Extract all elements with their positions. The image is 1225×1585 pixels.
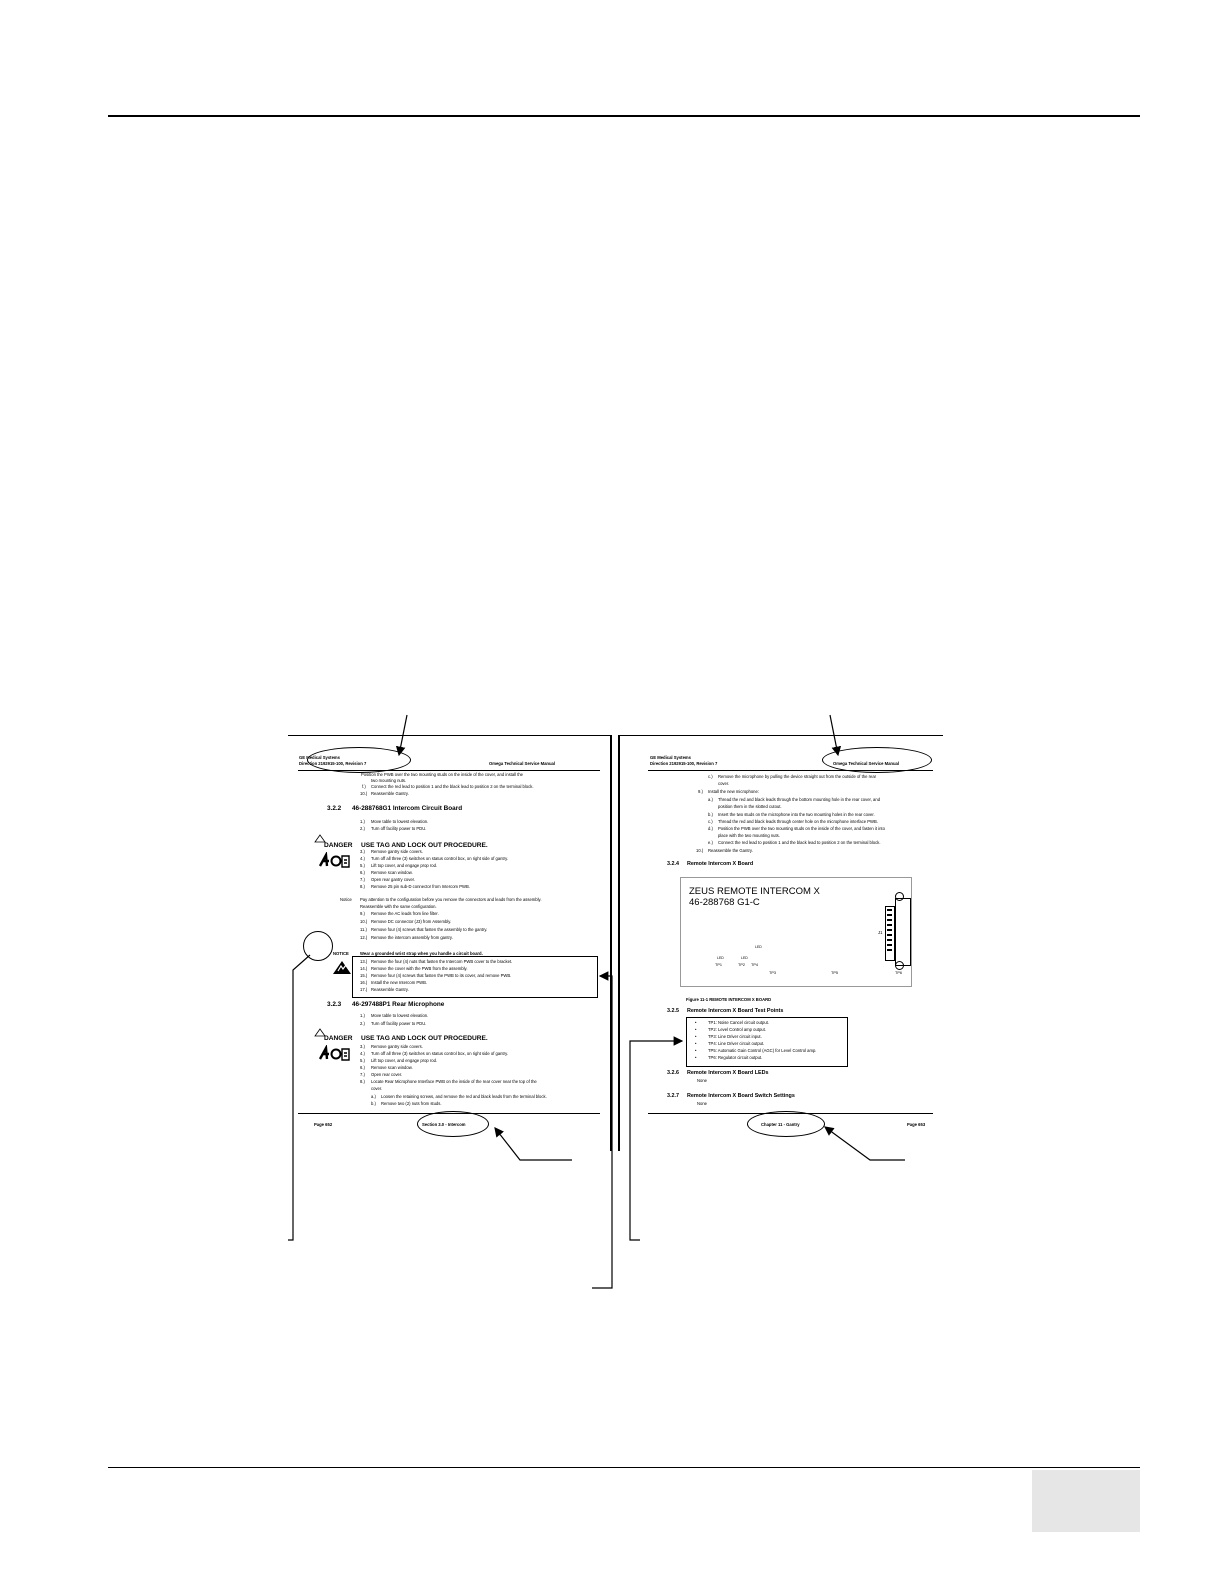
step-number: b.)	[371, 1101, 376, 1106]
test-point-item: TP4: Line Driver circuit output.	[708, 1041, 765, 1046]
test-point-label: TP5	[831, 971, 838, 975]
right-footer-chapter: Chapter 11 - Gantry	[761, 1122, 800, 1127]
step-number: 9.)	[698, 789, 703, 794]
page-number-box	[1032, 1470, 1140, 1532]
notice-label: Notice	[340, 897, 352, 902]
test-point-item: TP5: Automatic Gain Control (AGC) for Level Control amp.	[708, 1048, 817, 1053]
step-number: 2.)	[360, 1021, 365, 1026]
connector-label: J1	[878, 930, 883, 935]
step-text: Remove scan window.	[371, 1065, 413, 1070]
step-number: 1.)	[360, 1013, 365, 1018]
step-number: 3.)	[360, 849, 365, 854]
left-header-title: Omega Technical Service Manual	[489, 761, 556, 766]
danger-text: USE TAG AND LOCK OUT PROCEDURE.	[361, 842, 488, 849]
bullet: •	[695, 1055, 697, 1060]
step-text: Thread the red and black leads through center hole on the microphone interface PWB.	[718, 819, 878, 824]
section-number: 3.2.5	[667, 1008, 679, 1014]
step-text: Install the new microphone:	[708, 789, 759, 794]
step-text: Reassemble Gantry.	[371, 791, 409, 796]
step-number: 11.)	[360, 927, 367, 932]
step-number: 8.)	[360, 1079, 365, 1084]
step-number: 8.)	[360, 884, 365, 889]
step-number: 10.)	[696, 848, 704, 853]
test-point-item: TP2: Level Control amp output.	[708, 1027, 766, 1032]
step-text: Loosen the retaining screws, and remove the red and black leads from the terminal block.	[381, 1094, 547, 1099]
step-text: cover.	[371, 1086, 383, 1091]
step-text: Remove two (2) nuts from studs.	[381, 1101, 442, 1106]
step-number: 1.)	[360, 819, 365, 824]
pre-line: Connect the red lead to position 1 and the black lead to position 2 on the terminal block.	[371, 784, 534, 789]
step-number: 9.)	[360, 911, 365, 916]
step-number: 14.)	[360, 966, 368, 971]
test-point-item: TP6: Regulator circuit output.	[708, 1055, 763, 1060]
step-text: Move table to lowest elevation.	[371, 819, 429, 824]
bullet: •	[695, 1034, 697, 1039]
test-point-item: TP3: Line Driver circuit input.	[708, 1034, 762, 1039]
step-text: Move table to lowest elevation.	[371, 1013, 429, 1018]
step-text: Lift top cover, and engage prop rod.	[371, 863, 438, 868]
step-number: 5.)	[360, 1058, 365, 1063]
step-text: Connect the red lead to position 1 and the black lead to position 2 on the terminal block.	[718, 840, 881, 845]
bullet: •	[695, 1020, 697, 1025]
danger-label: DANGER	[324, 842, 353, 849]
step-text: Install the new Intercom PWB.	[371, 980, 428, 985]
test-point-label: TP1	[715, 963, 722, 967]
bullet: •	[695, 1027, 697, 1032]
section-body: None	[697, 1101, 708, 1106]
section-number: 3.2.7	[667, 1093, 679, 1099]
test-point-item: TP1: Noise Cancel circuit output.	[708, 1020, 769, 1025]
left-footer-section: Section 3.0 - Intercom	[422, 1122, 466, 1127]
section-title: Remote Intercom X Board Switch Settings	[687, 1093, 795, 1099]
step-text: Insert the two studs on the microphone into the two mounting holes in the rear cover.	[718, 812, 875, 817]
led-label: LED	[717, 956, 724, 960]
step-number: 17.)	[360, 987, 368, 992]
step-text: Remove four (4) screws that fasten the PWB to its cover, and remove PWB.	[371, 973, 512, 978]
esd-notice-text: Wear a grounded wrist strap when you handle a circuit board.	[360, 951, 483, 956]
step-number: 7.)	[360, 1072, 365, 1077]
section-number: 3.2.4	[667, 861, 679, 867]
step-number: 7.)	[360, 877, 365, 882]
step-number: d.)	[708, 826, 713, 831]
step-text: Locate Rear Microphone Interface PWB on the inside of the rear cover near the top of the	[371, 1079, 537, 1084]
step-number: 5.)	[360, 863, 365, 868]
section-number: 3.2.6	[667, 1070, 679, 1076]
step-number: c.)	[708, 774, 713, 779]
notice-text: Reassemble with the same configuration.	[360, 904, 437, 909]
bullet: •	[695, 1048, 697, 1053]
section-title: Remote Intercom X Board	[687, 861, 754, 867]
step-text: Remove the cover with the PWB from the assembly.	[371, 966, 468, 971]
step-text: Position the PWB over the two mounting studs on the inside of the cover, and fasten it into	[718, 826, 885, 831]
step-number: 6.)	[360, 1065, 365, 1070]
section-title: Remote Intercom X Board LEDs	[687, 1070, 769, 1076]
section-number: 3.2.3	[327, 1001, 342, 1008]
step-number: 4.)	[360, 1051, 365, 1056]
step-number: a.)	[371, 1094, 376, 1099]
test-point-label: TP6	[895, 971, 902, 975]
pre-line: two mounting nuts.	[371, 778, 407, 783]
step-number: 13.)	[360, 959, 368, 964]
esd-notice-label: NOTICE	[333, 951, 349, 956]
step-text: Open rear cover.	[371, 1072, 403, 1077]
step-number: f.)	[362, 784, 366, 789]
step-text: Turn off all three (3) switches on status control box, on right side of gantry.	[371, 856, 509, 861]
board-part-number: 46-288768 G1-C	[689, 897, 760, 908]
step-number: 2.)	[360, 826, 365, 831]
step-text: Reassemble Gantry.	[371, 987, 409, 992]
section-body: None	[697, 1078, 708, 1083]
step-number: 10.)	[360, 919, 368, 924]
step-text: Reassemble the Gantry.	[708, 848, 753, 853]
step-text: Remove DC connector (J3) from Assembly.	[371, 919, 452, 924]
right-header-company: GE Medical Systems	[650, 755, 691, 760]
test-point-label: TP2	[738, 963, 745, 967]
section-title: 46-297488P1 Rear Microphone	[352, 1001, 445, 1008]
right-footer-page: Page 653	[907, 1122, 926, 1127]
step-text: Remove 25 pin sub-D connector from Intercom PWB.	[371, 884, 470, 889]
step-text: Remove the microphone by pulling the device straight out from the outside of the rear	[718, 774, 877, 779]
step-text: Remove the AC leads from line filter.	[371, 911, 439, 916]
right-header-title: Omega Technical Service Manual	[833, 761, 900, 766]
step-text: Remove four (4) screws that fasten the assembly to the gantry.	[371, 927, 488, 932]
led-label: LED	[741, 956, 748, 960]
section-number: 3.2.2	[327, 805, 342, 812]
step-number: 12.)	[360, 935, 368, 940]
test-point-label: TP3	[769, 971, 776, 975]
step-number: 16.)	[360, 980, 368, 985]
test-point-label: TP4	[751, 963, 758, 967]
notice-text: Pay attention to the configuration before you remove the connectors and leads from the assembly.	[360, 897, 542, 902]
step-text: Turn off facility power to PDU.	[371, 1021, 427, 1026]
step-text: Remove the four (4) nuts that fasten the Intercom PWB cover to the bracket.	[371, 959, 513, 964]
led-label: LED	[755, 945, 762, 949]
step-text: Turn off facility power to PDU.	[371, 826, 427, 831]
left-header-direction: Direction 2192915-100, Revision 7	[299, 761, 367, 766]
step-text: Remove gantry side covers.	[371, 849, 423, 854]
bottom-rule	[108, 1467, 1140, 1468]
pre-line: Position the PWB over the two mounting studs on the inside of the cover, and install the	[361, 772, 524, 777]
step-text: Remove the intercom assembly from gantry.	[371, 935, 453, 940]
step-text: Remove gantry side covers.	[371, 1044, 423, 1049]
step-number: c.)	[708, 819, 713, 824]
step-number: a.)	[708, 797, 713, 802]
step-number: 3.)	[360, 1044, 365, 1049]
section-title: Remote Intercom X Board Test Points	[687, 1008, 784, 1014]
step-text: position them in the slotted cutout.	[718, 804, 782, 809]
step-text: Remove scan window.	[371, 870, 413, 875]
right-header-direction: Direction 2192915-100, Revision 7	[650, 761, 718, 766]
step-text: Turn off all three (3) switches on status control box, on right side of gantry.	[371, 1051, 509, 1056]
step-number: b.)	[708, 812, 713, 817]
step-number: 15.)	[360, 973, 368, 978]
step-text: Thread the red and black leads through the bottom mounting hole in the rear cover, and	[718, 797, 881, 802]
left-footer-page: Page 652	[314, 1122, 333, 1127]
bullet: •	[695, 1041, 697, 1046]
step-text: cover.	[718, 781, 730, 786]
danger-label: DANGER	[324, 1035, 353, 1042]
danger-text: USE TAG AND LOCK OUT PROCEDURE.	[361, 1035, 488, 1042]
step-text: Open rear gantry cover.	[371, 877, 415, 882]
section-title: 46-288768G1 Intercom Circuit Board	[352, 805, 463, 812]
step-text: place with the two mounting nuts.	[718, 833, 780, 838]
step-number: 10.)	[360, 791, 368, 796]
step-number: 4.)	[360, 856, 365, 861]
left-header-company: GE Medical Systems	[299, 755, 340, 760]
step-number: 6.)	[360, 870, 365, 875]
step-number: e.)	[708, 840, 713, 845]
board-title: ZEUS REMOTE INTERCOM X	[689, 886, 820, 897]
figure-caption: Figure 11-1 REMOTE INTERCOM X BOARD	[686, 997, 772, 1002]
step-text: Lift top cover, and engage prop rod.	[371, 1058, 438, 1063]
